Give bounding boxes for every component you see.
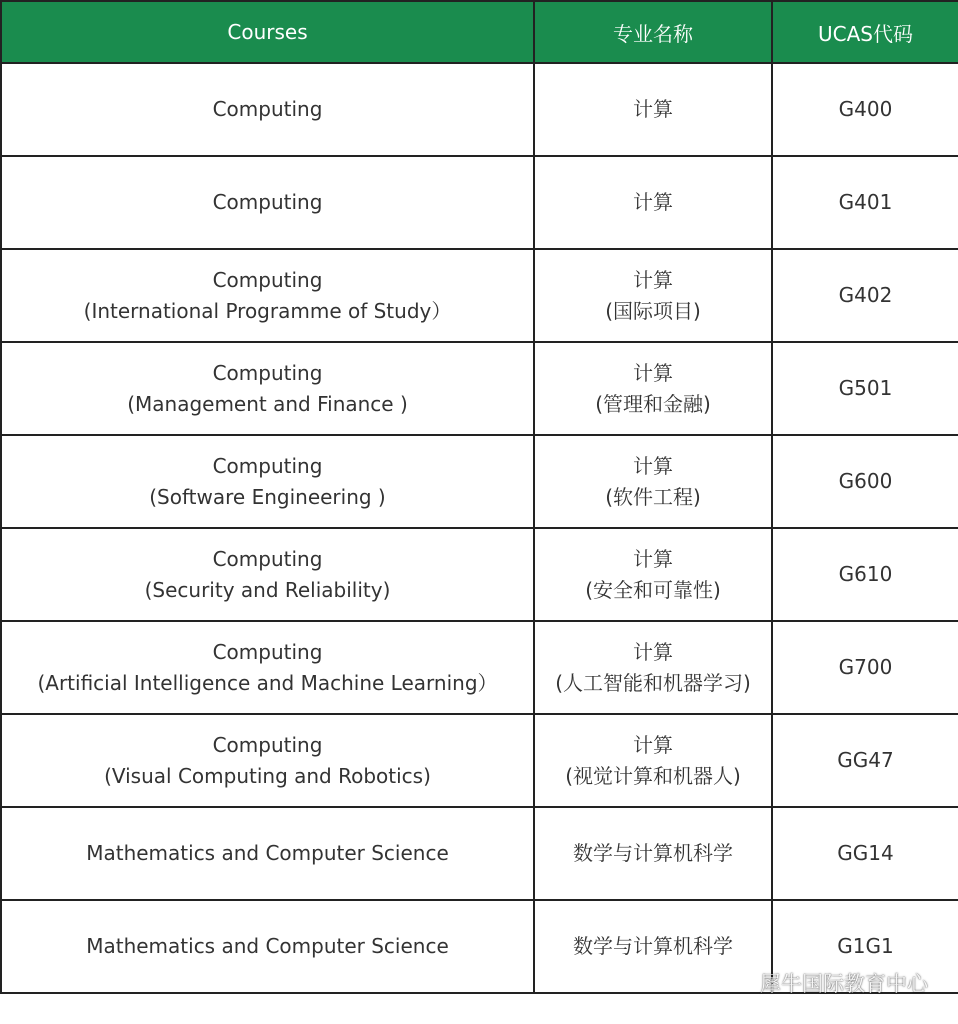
- header-ucas-code: UCAS代码: [772, 1, 958, 63]
- course-text: Computing: [212, 97, 323, 121]
- ucas-code-cell: G501: [772, 342, 958, 435]
- major-name-text: (国际项目): [605, 298, 701, 323]
- major-name-cell: [534, 63, 772, 156]
- course-cell: [1, 900, 534, 993]
- course-text: Mathematics and Computer Science: [86, 934, 449, 958]
- ucas-code-cell: G402: [772, 249, 958, 342]
- ucas-code-cell: G600: [772, 435, 958, 528]
- table-row: [1, 714, 958, 807]
- ucas-code-cell: GG14: [772, 807, 958, 900]
- course-text: Computing: [212, 453, 323, 478]
- ucas-code-cell: GG47: [772, 714, 958, 807]
- course-text: (Artificial Intelligence and Machine Learning）: [37, 670, 498, 695]
- course-cell: [1, 528, 534, 621]
- table-row: [1, 249, 958, 342]
- major-name-text: 数学与计算机科学: [573, 841, 733, 865]
- course-text: Computing: [212, 267, 323, 292]
- table-row: [1, 156, 958, 249]
- major-name-cell: [534, 714, 772, 807]
- major-name-cell: [534, 807, 772, 900]
- table-row: [1, 63, 958, 156]
- major-name-text: 计算: [633, 190, 673, 214]
- major-name-text: 计算: [633, 453, 673, 478]
- major-name-cell: [534, 528, 772, 621]
- header-major-name: 专业名称: [534, 1, 772, 63]
- header-courses: Courses: [1, 1, 534, 63]
- watermark: [728, 968, 928, 998]
- major-name-text: 计算: [633, 639, 673, 664]
- course-cell: [1, 621, 534, 714]
- major-name-cell: [534, 249, 772, 342]
- ucas-code-cell: G700: [772, 621, 958, 714]
- course-text: Mathematics and Computer Science: [86, 841, 449, 865]
- wechat-icon: [728, 974, 754, 992]
- ucas-code-cell: G610: [772, 528, 958, 621]
- course-cell: [1, 714, 534, 807]
- course-text: Computing: [212, 360, 323, 385]
- major-name-text: 计算: [633, 97, 673, 121]
- table-body: [1, 63, 958, 993]
- header-row: [1, 1, 958, 63]
- course-cell: [1, 342, 534, 435]
- ucas-code-cell: G400: [772, 63, 958, 156]
- course-text: (Security and Reliability): [144, 577, 391, 602]
- course-text: Computing: [212, 732, 323, 757]
- major-name-text: (软件工程): [605, 484, 701, 509]
- course-cell: [1, 156, 534, 249]
- major-name-text: (人工智能和机器学习): [555, 670, 751, 695]
- major-name-text: (安全和可靠性): [585, 577, 721, 602]
- major-name-text: (视觉计算和机器人): [565, 763, 741, 788]
- major-name-text: 计算: [633, 546, 673, 571]
- table-row: [1, 621, 958, 714]
- course-cell: [1, 435, 534, 528]
- course-text: (Management and Finance ): [127, 391, 408, 416]
- table-row: [1, 342, 958, 435]
- course-text: (International Programme of Study）: [83, 298, 452, 323]
- ucas-code-cell: G401: [772, 156, 958, 249]
- course-text: Computing: [212, 546, 323, 571]
- ucas-code-cell: G1G1: [772, 900, 958, 993]
- major-name-cell: [534, 156, 772, 249]
- major-name-cell: [534, 342, 772, 435]
- major-name-cell: [534, 435, 772, 528]
- course-cell: [1, 807, 534, 900]
- major-name-text: 计算: [633, 267, 673, 292]
- course-text: (Software Engineering ): [149, 484, 386, 509]
- major-name-text: 计算: [633, 732, 673, 757]
- table-row: [1, 435, 958, 528]
- table-row: [1, 807, 958, 900]
- major-name-text: (管理和金融): [595, 391, 711, 416]
- course-text: (Visual Computing and Robotics): [104, 763, 431, 788]
- course-cell: [1, 63, 534, 156]
- course-cell: [1, 249, 534, 342]
- major-name-cell: [534, 621, 772, 714]
- major-name-text: 计算: [633, 360, 673, 385]
- course-text: Computing: [212, 639, 323, 664]
- watermark-text: 犀牛国际教育中心: [760, 972, 928, 996]
- major-name-text: 数学与计算机科学: [573, 934, 733, 958]
- table-row: [1, 528, 958, 621]
- course-text: Computing: [212, 190, 323, 214]
